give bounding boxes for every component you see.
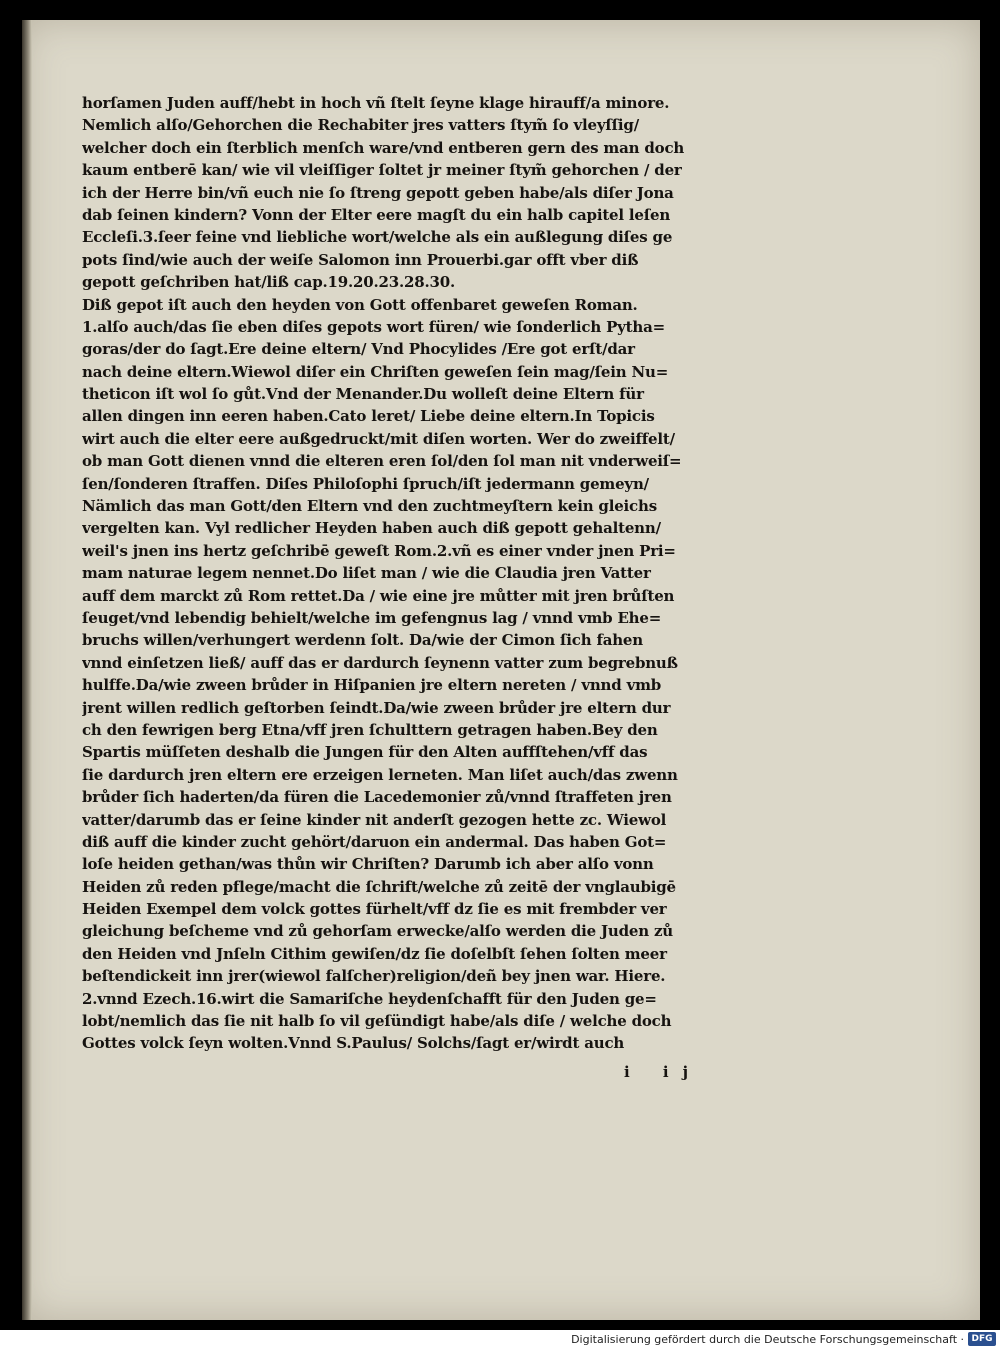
text-line: den Heiden vnd Jnſeln Cithim gewiſen/dz ſie doſelbſt ſehen ſolten meer bbox=[82, 944, 667, 963]
text-line: Heiden zů reden pflege/macht die ſchrift/welche zů zeitē der vnglaubigē bbox=[82, 877, 676, 896]
text-line: Spartis müſſeten deshalb die Jungen für den Alten auffſtehen/vff das bbox=[82, 743, 648, 762]
text-line: pots ſind/wie auch der weiſe Salomon inn Prouerbi.gar offt vber diß bbox=[82, 250, 639, 269]
text-line: vnnd einſetzen ließ/ auff das er dardurch ſeynenn vatter zum begrebnuß bbox=[82, 653, 678, 672]
text-line: dab ſeinen kindern? Vonn der Elter eere magſt du ein halb capitel leſen bbox=[82, 205, 671, 224]
text-line: vatter/darumb das er ſeine kinder nit anderſt gezogen hette zc. Wiewol bbox=[82, 810, 667, 829]
text-line: goras/der do ſagt.Ere deine eltern/ Vnd Phocylides /Ere got erſt/dar bbox=[82, 340, 635, 359]
text-line: lobt/nemlich das ſie nit halb ſo vil geſündigt habe/als diſe / welche doch bbox=[82, 1012, 672, 1031]
text-line: allen dingen inn eeren haben.Cato leret/ Liebe deine eltern.In Topicis bbox=[82, 407, 655, 426]
text-line: kaum entberē kan/ wie vil vleiſſiger ſoltet jr meiner ſtym̃ gehorchen / der bbox=[82, 161, 682, 180]
dfg-logo: DFG bbox=[968, 1332, 996, 1346]
text-line: ſie dardurch jren eltern ere erzeigen lerneten. Man liſet auch/das zwenn bbox=[82, 765, 678, 784]
text-line: 1.alſo auch/das ſie eben diſes gepots wort füren/ wie ſonderlich Pytha= bbox=[82, 317, 665, 336]
text-line: 2.vnnd Ezech.16.wirt die Samariſche heydenſchafft für den Juden ge= bbox=[82, 989, 657, 1008]
text-line: bruchs willen/verhungert werdenn ſolt. Da/wie der Cimon ſich fahen bbox=[82, 631, 643, 650]
text-line: loſe heiden gethan/was thůn wir Chriſten? Darumb ich aber alſo vonn bbox=[82, 855, 654, 874]
text-line: gepott geſchriben hat/liß cap.19.20.23.28.30. bbox=[82, 273, 455, 292]
text-line: vergelten kan. Vyl redlicher Heyden haben auch diß gepott gehaltenn/ bbox=[82, 519, 661, 538]
text-line: Gottes volck ſeyn wolten.Vnnd S.Paulus/ Solchs/ſagt er/wirdt auch bbox=[82, 1034, 625, 1053]
text-line: gleichung beſcheme vnd zů gehorſam erwecke/alſo werden die Juden zů bbox=[82, 922, 673, 941]
text-line: nach deine eltern.Wiewol diſer ein Chriſten geweſen ſein mag/ſein Nu= bbox=[82, 362, 669, 381]
text-line: wirt auch die elter eere außgedruckt/mit diſen worten. Wer do zweiffelt/ bbox=[82, 429, 675, 448]
text-block bbox=[82, 92, 762, 1055]
text-line: hulffe.Da/wie zween brůder in Hiſpanien jre eltern nereten / vnnd vmb bbox=[82, 676, 662, 695]
text-line: welcher doch ein ſterblich menſch ware/vnd entberen gern des man doch bbox=[82, 138, 685, 157]
text-line: Nämlich das man Gott/den Eltern vnd den zuchtmeyſtern kein gleichs bbox=[82, 497, 657, 516]
text-line: ich der Herre bin/vñ euch nie ſo ſtreng gepott geben habe/als diſer Jona bbox=[82, 183, 674, 202]
text-line: jrent willen redlich geſtorben ſeindt.Da/wie zween brůder jre eltern dur bbox=[82, 698, 671, 717]
text-line: weil's jnen ins hertz geſchribē geweſt Rom.2.vñ es einer vnder jnen Pri= bbox=[82, 541, 676, 560]
text-line: ob man Gott dienen vnnd die elteren eren ſol/den ſol man nit vnderweiſ= bbox=[82, 452, 682, 471]
text-line: brůder ſich haderten/da füren die Lacedemonier zů/vnnd ſtraffeten jren bbox=[82, 788, 672, 807]
text-line: Diß gepot iſt auch den heyden von Gott offenbaret geweſen Roman. bbox=[82, 295, 638, 314]
funding-credit: Digitalisierung gefördert durch die Deutsche Forschungsgemeinschaft · bbox=[571, 1333, 964, 1346]
text-line: Eccleſi.3.ſeer feine vnd liebliche wort/welche als ein außlegung diſes ge bbox=[82, 228, 673, 247]
text-line: beſtendickeit inn jrer(wiewol falſcher)religion/deñ bey jnen war. Hiere. bbox=[82, 967, 666, 986]
text-line: ſen/ſonderen ſtraffen. Diſes Philoſophi ſpruch/iſt jedermann gemeyn/ bbox=[82, 474, 649, 493]
text-line: ch den fewrigen berg Etna/vff jren ſchulttern getragen haben.Bey den bbox=[82, 720, 658, 739]
page-binding-edge bbox=[22, 20, 32, 1320]
text-line: horſamen Juden auff/hebt in hoch vñ ſtelt ſeyne klage hirauff/a minore. bbox=[82, 94, 670, 112]
text-line: auff dem marckt zů Rom rettet.Da / wie eine jre můtter mit jren brůſten bbox=[82, 586, 675, 605]
text-line: Heiden Exempel dem volck gottes fürhelt/vff dz ſie es mit frembder ver bbox=[82, 900, 667, 919]
text-line: Nemlich alſo/Gehorchen die Rechabiter jres vatters ſtym̃ ſo vleyſſig/ bbox=[82, 116, 639, 135]
text-line: ſeuget/vnd lebendig behielt/welche im gefengnus lag / vnnd vmb Ehe= bbox=[82, 608, 662, 627]
text-line: diß auff die kinder zucht gehört/daruon ein andermal. Das haben Got= bbox=[82, 832, 667, 851]
text-line: mam naturae legem nennet.Do liſet man / wie die Claudia jren Vatter bbox=[82, 564, 651, 583]
text-line: theticon iſt wol ſo gůt.Vnd der Menander.Du wolleſt deine Eltern für bbox=[82, 385, 644, 404]
signature-mark: i ij bbox=[624, 1063, 703, 1081]
